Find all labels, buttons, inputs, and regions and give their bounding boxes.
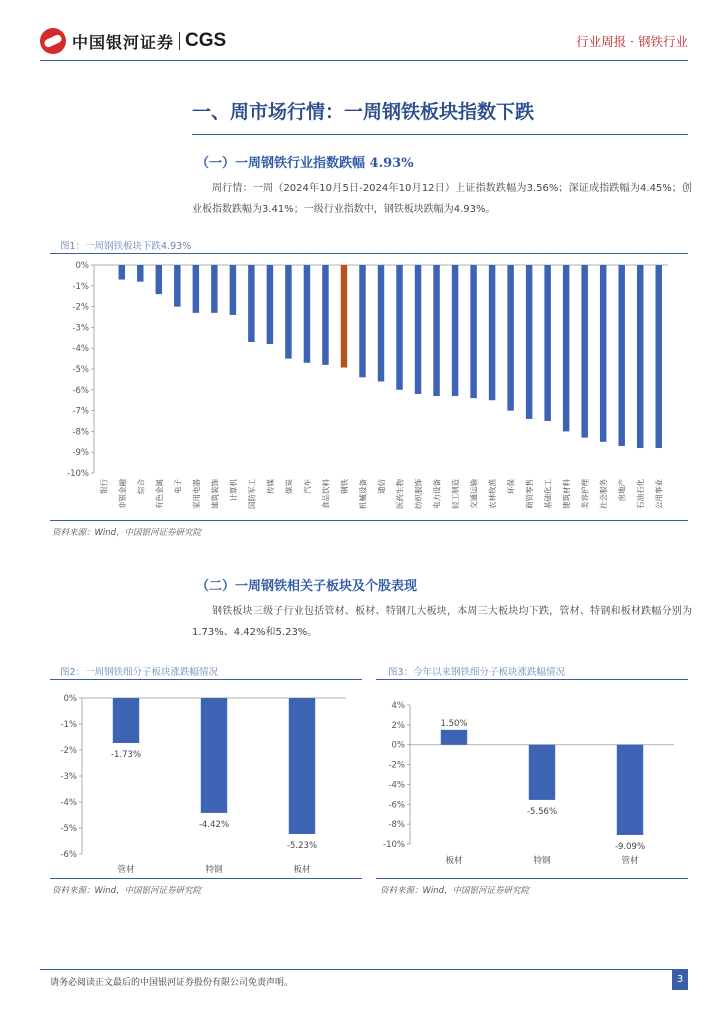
y-tick-label: 4% [391,701,405,711]
x-tick-label: 食品饮料 [321,479,331,509]
cgs-logo-icon [40,28,66,54]
bar-钢铁 [341,265,347,368]
x-tick-label: 房地产 [617,479,627,502]
bar-医药生物 [396,265,402,390]
y-tick-label: 2% [391,720,405,731]
y-tick-label: -2% [72,302,89,313]
bar-汽车 [304,265,310,363]
x-tick-label: 管材 [117,865,135,875]
x-tick-label: 基础化工 [543,478,553,509]
y-tick-label: -4% [72,344,89,355]
x-tick-label: 特钢 [533,856,551,866]
section-divider [192,134,688,135]
y-tick-label: 0% [63,694,77,704]
x-tick-label: 轻工制造 [451,479,461,509]
data-label: -9.09% [614,841,646,852]
subsection-1-title: （一）一周钢铁行业指数跌幅 4.93% [196,156,414,171]
fig1-source: 资料来源：Wind，中国银河证券研究院 [52,528,202,538]
y-tick-label: -6% [388,800,405,811]
fig2-chart [50,680,362,878]
bar-机械设备 [359,265,365,377]
y-tick-label: -9% [72,448,89,459]
bar-食品饮料 [322,265,328,365]
bar-板材 [441,730,467,745]
x-tick-label: 计算机 [228,479,238,502]
fig3-frame [376,679,688,879]
fig2-title: 图2：一周钢铁细分子板块涨跌幅情况 [60,667,219,678]
x-tick-label: 煤炭 [284,479,294,494]
y-tick-label: 0% [391,740,405,751]
subsection-2-title: （二）一周钢铁相关子板块及个股表现 [196,579,418,594]
x-tick-label: 石油石化 [636,479,646,509]
fig3-title: 图3：今年以来钢铁细分子板块涨跌幅情况 [388,667,566,678]
footer-disclaimer: 请务必阅读正文最后的中国银河证券股份有限公司免责声明。 [50,978,294,988]
report-type: 行业周报 · 钢铁行业 [576,34,688,49]
bar-家用电器 [193,265,199,313]
bar-社会服务 [600,265,606,442]
x-tick-label: 非银金融 [117,479,127,509]
bar-建筑装饰 [211,265,217,313]
bar-交通运输 [470,265,476,398]
fig2-frame [50,679,362,879]
x-tick-label: 家用电器 [191,479,201,509]
x-tick-label: 汽车 [302,479,312,494]
fig1-frame [50,253,688,521]
y-tick-label: -3% [60,772,77,782]
x-tick-label: 环保 [506,479,516,494]
bar-农林牧渔 [489,265,495,400]
x-tick-label: 板材 [293,865,311,875]
fig1-title: 图1：一周钢铁板块下跌4.93% [60,241,192,252]
fig2-source: 资料来源：Wind，中国银河证券研究院 [52,886,202,896]
brand-logo [40,28,226,54]
brand-name-en: CGS [185,30,227,51]
bar-石油石化 [637,265,643,448]
bar-电力设备 [433,265,439,396]
y-tick-label: -2% [60,746,77,756]
bar-电子 [174,265,180,307]
x-tick-label: 板材 [445,856,463,866]
x-tick-label: 电力设备 [432,479,442,509]
x-tick-label: 通信 [377,479,386,494]
bar-建筑材料 [563,265,569,431]
fig3-chart [376,680,688,878]
fig3-source: 资料来源：Wind，中国银河证券研究院 [380,886,530,896]
y-tick-label: -8% [388,820,405,831]
bar-板材 [289,698,315,834]
bar-商贸零售 [526,265,532,419]
brand-separator [179,32,180,50]
data-label: -5.56% [526,806,558,817]
x-tick-label: 钢铁 [339,479,349,494]
y-tick-label: -10% [67,469,89,479]
x-tick-label: 特钢 [205,865,223,875]
x-tick-label: 综合 [136,479,146,494]
bar-房地产 [618,265,624,446]
y-tick-label: -6% [72,385,89,396]
y-tick-label: -6% [60,850,77,860]
data-label: -4.42% [198,819,230,830]
bar-轻工制造 [452,265,458,396]
bar-美容护理 [581,265,587,438]
x-tick-label: 电子 [173,479,183,494]
y-tick-label: -5% [60,824,77,834]
bar-环保 [507,265,513,411]
bar-管材 [113,698,139,743]
brand-name-cn: 中国银河证券 [72,32,175,52]
page-number: 3 [672,970,688,990]
x-tick-label: 管材 [621,856,639,866]
x-tick-label: 商贸零售 [525,479,535,509]
bar-煤炭 [285,265,291,359]
x-tick-label: 有色金属 [154,479,164,509]
bar-纺织服饰 [415,265,421,394]
x-tick-label: 机械设备 [358,479,368,509]
bar-非银金融 [119,265,125,280]
y-tick-label: -2% [388,760,405,771]
x-tick-label: 国防军工 [247,479,257,509]
bar-计算机 [230,265,236,315]
data-label: -1.73% [110,749,142,760]
y-tick-label: -1% [60,720,77,730]
bar-公用事业 [656,265,662,448]
data-label: 1.50% [440,718,468,729]
y-tick-label: -8% [72,427,89,438]
y-tick-label: -4% [388,780,405,791]
y-tick-label: -1% [72,281,89,292]
x-tick-label: 医药生物 [395,479,405,509]
header-divider [40,60,688,61]
bar-传媒 [267,265,273,344]
x-tick-label: 公用事业 [654,479,664,509]
y-tick-label: -10% [383,840,405,850]
bar-通信 [378,265,384,381]
x-tick-label: 农林牧渔 [488,479,498,509]
x-tick-label: 建筑材料 [562,479,572,509]
y-tick-label: -5% [72,365,89,375]
section-title: 一、周市场行情：一周钢铁板块指数下跌 [192,101,535,123]
fig1-chart [50,254,688,520]
bar-基础化工 [544,265,550,421]
bar-特钢 [201,698,227,813]
x-tick-label: 建筑装饰 [210,479,220,509]
subsection-2-text: 钢铁板块三级子行业包括管材、板材、特钢几大板块，本周三大板块均下跌，管材、特钢和板材跌幅分别为1.73%、4.42%和5.23%。 [192,606,692,638]
bar-特钢 [529,745,555,800]
bar-有色金属 [156,265,162,294]
subsection-1-text: 周行情：一周（2024年10月5日-2024年10月12日）上证指数跌幅为3.56%；深证成指跌幅为4.45%；创业板指数跌幅为3.41%；一级行业指数中，钢铁板块跌幅为4.93%。 [192,183,692,215]
footer-divider [40,969,688,970]
bar-国防军工 [248,265,254,342]
y-tick-label: 0% [75,261,89,271]
x-tick-label: 交通运输 [469,479,479,509]
x-tick-label: 美容护理 [580,479,590,509]
bar-管材 [617,745,643,835]
x-tick-label: 传媒 [265,479,275,494]
x-tick-label: 银行 [99,479,109,494]
bar-综合 [137,265,143,282]
data-label: -5.23% [286,840,318,851]
x-tick-label: 社会服务 [599,479,609,509]
x-tick-label: 纺织服饰 [414,479,424,509]
y-tick-label: -4% [60,798,77,808]
y-tick-label: -3% [72,323,89,334]
y-tick-label: -7% [72,406,89,417]
